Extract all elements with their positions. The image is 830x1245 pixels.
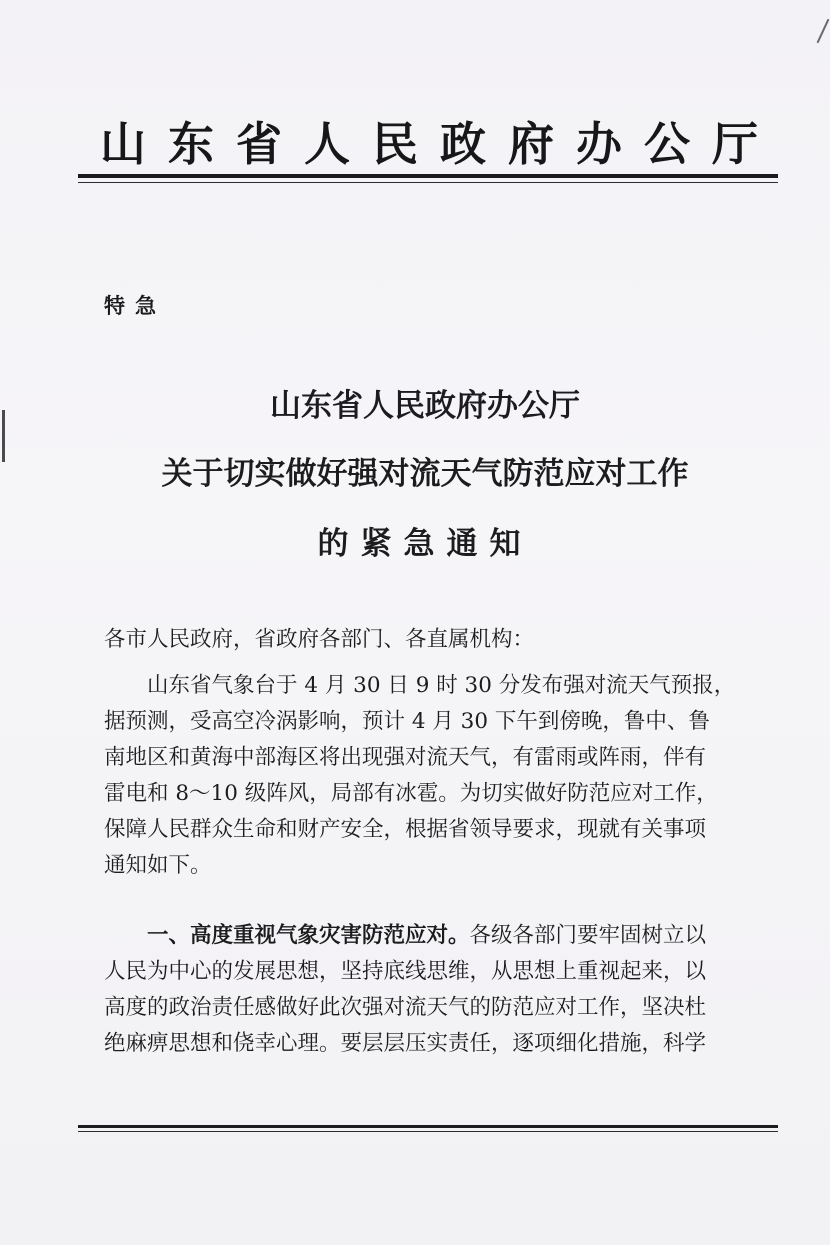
scan-corner-mark <box>817 19 830 43</box>
paragraph-1-line: 保障人民群众生命和财产安全，根据省领导要求，现就有关事项 <box>104 817 707 842</box>
paragraph-2-line: 人民为中心的发展思想，坚持底线思维，从思想上重视起来，以 <box>104 959 707 984</box>
urgency-label: 特急 <box>104 293 166 318</box>
issuer-header: 山东省人民政府办公厅 <box>100 117 780 171</box>
paragraph-2 <box>104 918 750 1062</box>
footer-rule-thin <box>78 1131 778 1132</box>
paragraph-1-line: 通知如下。 <box>104 853 212 878</box>
footer-rule-thick <box>78 1125 778 1128</box>
paragraph-2-line: 高度的政治责任感做好此次强对流天气的防范应对工作，坚决杜 <box>104 995 707 1020</box>
paragraph-1 <box>104 668 750 884</box>
header-rule-thin <box>78 182 778 183</box>
header-rule-thick <box>78 174 778 178</box>
addressee: 各市人民政府，省政府各部门、各直属机构： <box>104 627 535 652</box>
paragraph-2-line: 绝麻痹思想和侥幸心理。要层层压实责任，逐项细化措施，科学 <box>104 1031 707 1056</box>
paragraph-2-first-line-rest: 各级各部门要牢固树立以 <box>469 923 707 948</box>
paragraph-2-first-line <box>104 918 750 954</box>
title-line-2: 关于切实做好强对流天气防范应对工作 <box>161 456 689 492</box>
scan-edge-mark <box>2 410 5 462</box>
paragraph-1-line: 山东省气象台于 4 月 30 日 9 时 30 分发布强对流天气预报， <box>147 673 736 698</box>
section-heading: 一、高度重视气象灾害防范应对。 <box>147 923 470 948</box>
title-line-1: 山东省人民政府办公厅 <box>270 388 580 424</box>
paragraph-1-line: 南地区和黄海中部海区将出现强对流天气，有雷雨或阵雨，伴有 <box>104 745 707 770</box>
title-line-3: 的紧急通知 <box>317 526 533 562</box>
paragraph-1-line: 雷电和 8～10 级阵风，局部有冰雹。为切实做好防范应对工作， <box>104 781 718 806</box>
paragraph-1-line: 据预测，受高空冷涡影响，预计 4 月 30 下午到傍晚，鲁中、鲁 <box>104 709 710 734</box>
